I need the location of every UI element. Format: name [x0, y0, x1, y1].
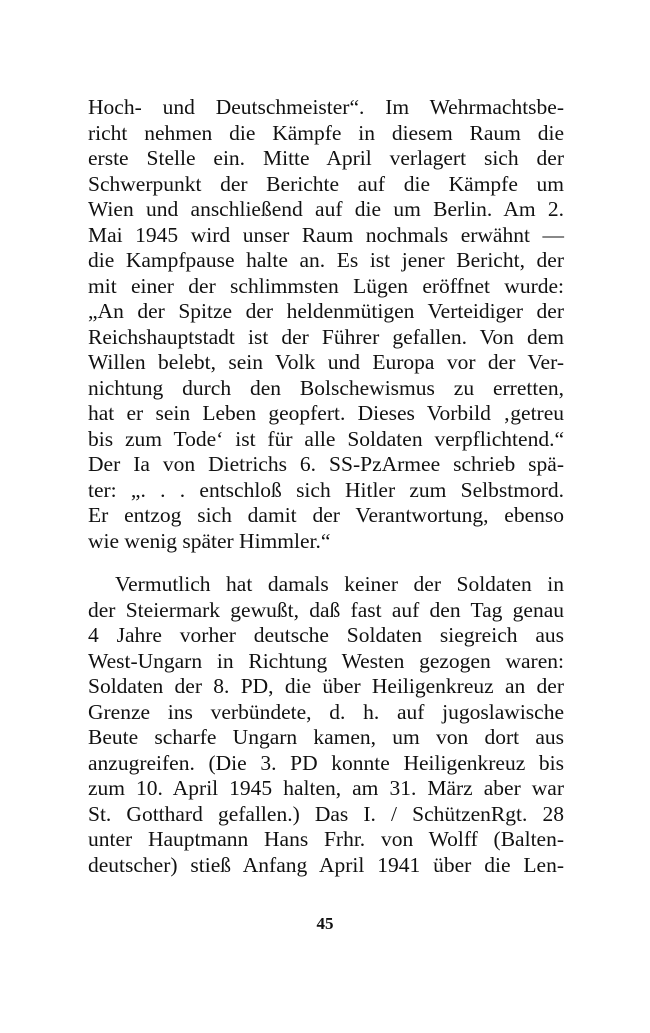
text-line: erste Stelle ein. Mitte April verlagert sich der: [88, 146, 564, 170]
text-line: richt nehmen die Kämpfe in diesem Raum die: [88, 120, 564, 145]
text-line: Grenze ins verbündete, d. h. auf jugoslawische: [88, 699, 564, 724]
text-line: nichtung durch den Bolschewismus zu erretten,: [88, 375, 564, 400]
text-line: Hoch- und Deutschmeister“. Im Wehrmachtsbe-: [88, 95, 564, 119]
text-line: mit einer der schlimmsten Lügen eröffnet wurde:: [88, 273, 564, 298]
text-line: unter Hauptmann Hans Frhr. von Wolff (Balten-: [88, 827, 564, 851]
text-line: bis zum Tode‘ ist für alle Soldaten verpflichtend.“: [88, 426, 564, 451]
text-line: Beute scharfe Ungarn kamen, um von dort aus: [88, 725, 564, 749]
text-line: wie wenig später Himmler.“: [88, 528, 331, 553]
text-line: Reichshauptstadt ist der Führer gefallen. Von dem: [88, 324, 564, 349]
text-line: die Kampfpause halte an. Es ist jener Bericht, der: [88, 248, 564, 272]
text-line: Er entzog sich damit der Verantwortung, ebenso: [88, 503, 564, 527]
text-line: ter: „. . . entschloß sich Hitler zum Selbstmord.: [88, 477, 564, 502]
paragraph-1: [88, 95, 564, 554]
text-line: Wien und anschließend auf die um Berlin. Am 2.: [88, 197, 564, 221]
text-line: Der Ia von Dietrichs 6. SS-PzArmee schrieb spä-: [88, 452, 564, 476]
text-line: St. Gotthard gefallen.) Das I. / SchützenRgt. 28: [88, 801, 564, 826]
text-line: anzugreifen. (Die 3. PD konnte Heiligenkreuz bis: [88, 750, 564, 775]
text-line: Mai 1945 wird unser Raum nochmals erwähnt —: [88, 222, 564, 247]
text-line: zum 10. April 1945 halten, am 31. März aber war: [88, 776, 564, 800]
text-line: Soldaten der 8. PD, die über Heiligenkreuz an der: [88, 674, 564, 698]
text-line: Willen belebt, sein Volk und Europa vor der Ver-: [88, 350, 564, 374]
text-line: hat er sein Leben geopfert. Dieses Vorbild ‚getreu: [88, 401, 564, 425]
page-number: 45: [316, 914, 334, 933]
text-line: West-Ungarn in Richtung Westen gezogen waren:: [88, 648, 564, 673]
text-line: „An der Spitze der heldenmütigen Verteidiger der: [88, 299, 564, 323]
text-line: Schwerpunkt der Berichte auf die Kämpfe um: [88, 171, 564, 196]
text-line: Vermutlich hat damals keiner der Soldaten in: [115, 572, 564, 596]
text-line: 4 Jahre vorher deutsche Soldaten siegreich aus: [88, 623, 564, 647]
paragraph-2: [88, 572, 564, 878]
text-line: der Steiermark gewußt, daß fast auf den Tag genau: [88, 597, 564, 622]
text-line: deutscher) stieß Anfang April 1941 über die Len-: [88, 852, 564, 877]
